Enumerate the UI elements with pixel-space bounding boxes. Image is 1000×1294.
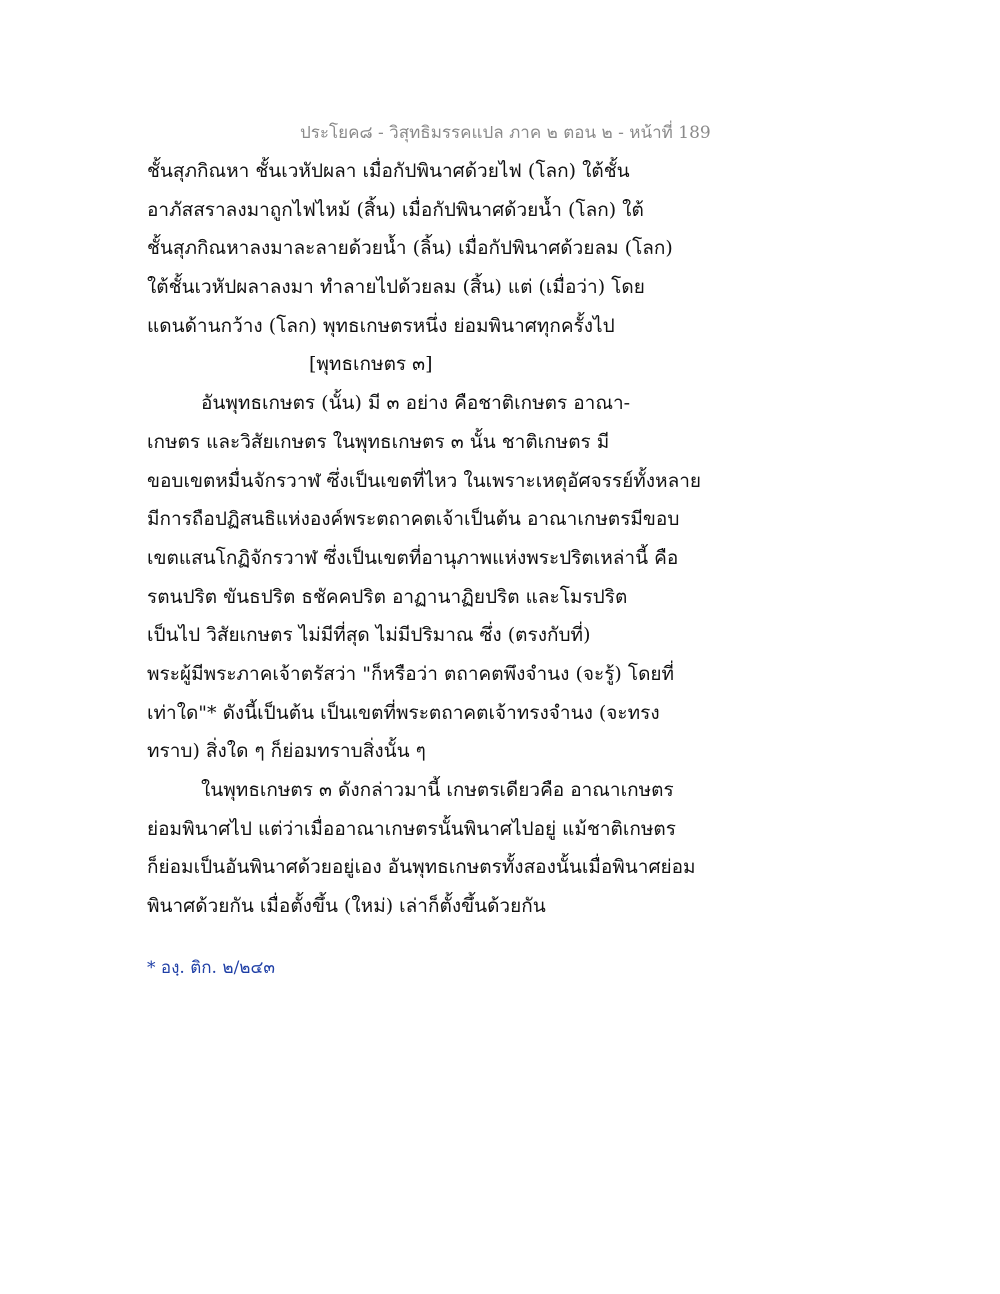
text-line: ชั้นสุภกิณหาลงมาละลายด้วยน้ำ (ลิ้น) เมื่อกัปพินาศด้วยลม (โลก) [147,237,673,260]
text-line: เท่าใด"* ดังนี้เป็นต้น เป็นเขตที่พระตถาคตเจ้าทรงจำนง (จะทรง [147,701,660,724]
text-line: เกษตร และวิสัยเกษตร ในพุทธเกษตร ๓ นั้น ชาติเกษตร มี [147,430,610,453]
text-line: พินาศด้วยกัน เมื่อตั้งขึ้น (ใหม่) เล่าก็ตั้งขึ้นด้วยกัน [147,895,546,918]
text-line: รตนปริต ขันธปริต ธชัคคปริต อาฏานาฏิยปริต และโมรปริต [147,585,628,608]
footnote: * องฺ. ติก. ๒/๒๔๓ [147,958,275,978]
text-line: ย่อมพินาศไป แต่ว่าเมื่ออาณาเกษตรนั้นพินาศไปอยู่ แม้ชาติเกษตร [147,817,676,840]
body-text [147,152,707,926]
text-line: ทราบ) สิ่งใด ๆ ก็ย่อมทราบสิ่งนั้น ๆ [147,740,426,763]
text-line: ขอบเขตหมื่นจักรวาฬ ซึ่งเป็นเขตที่ไหว ในเพราะเหตุอัศจรรย์ทั้งหลาย [147,469,702,492]
text-line: เขตแสนโกฏิจักรวาฬ ซึ่งเป็นเขตที่อานุภาพแห่งพระปริตเหล่านี้ คือ [147,546,679,569]
running-header: ประโยค๘ - วิสุทธิมรรคแปล ภาค ๒ ตอน ๒ - หน้าที่ 189 [300,123,711,143]
text-line: แดนด้านกว้าง (โลก) พุทธเกษตรหนึ่ง ย่อมพินาศทุกครั้งไป [147,314,615,337]
text-line: ชั้นสุภกิณหา ชั้นเวหัปผลา เมื่อกัปพินาศด้วยไฟ (โลก) ใต้ชั้น [147,160,630,182]
text-line: พระผู้มีพระภาคเจ้าตรัสว่า "ก็หรือว่า ตถาคตพึงจำนง (จะรู้) โดยที่ [147,662,675,685]
text-line: ก็ย่อมเป็นอันพินาศด้วยอยู่เอง อันพุทธเกษตรทั้งสองนั้นเมื่อพินาศย่อม [147,856,696,879]
paragraph-start-line: ในพุทธเกษตร ๓ ดังกล่าวมานี้ เกษตรเดียวคือ อาณาเกษตร [201,779,674,801]
section-heading: [พุทธเกษตร ๓] [309,353,433,376]
text-line: มีการถือปฏิสนธิแห่งองค์พระตถาคตเจ้าเป็นต้น อาณาเกษตรมีขอบ [147,508,680,531]
text-line: ใต้ชั้นเวหัปผลาลงมา ทำลายไปด้วยลม (สิ้น) แต่ (เมื่อว่า) โดย [147,276,645,299]
text-line: อาภัสสราลงมาถูกไฟไหม้ (สิ้น) เมื่อกัปพินาศด้วยน้ำ (โลก) ใต้ [147,198,644,221]
text-line: เป็นไป วิสัยเกษตร ไม่มีที่สุด ไม่มีปริมาณ ซึ่ง (ตรงกับที่) [147,624,591,647]
paragraph-start-line: อันพุทธเกษตร (นั้น) มี ๓ อย่าง คือชาติเกษตร อาณา- [201,392,631,415]
